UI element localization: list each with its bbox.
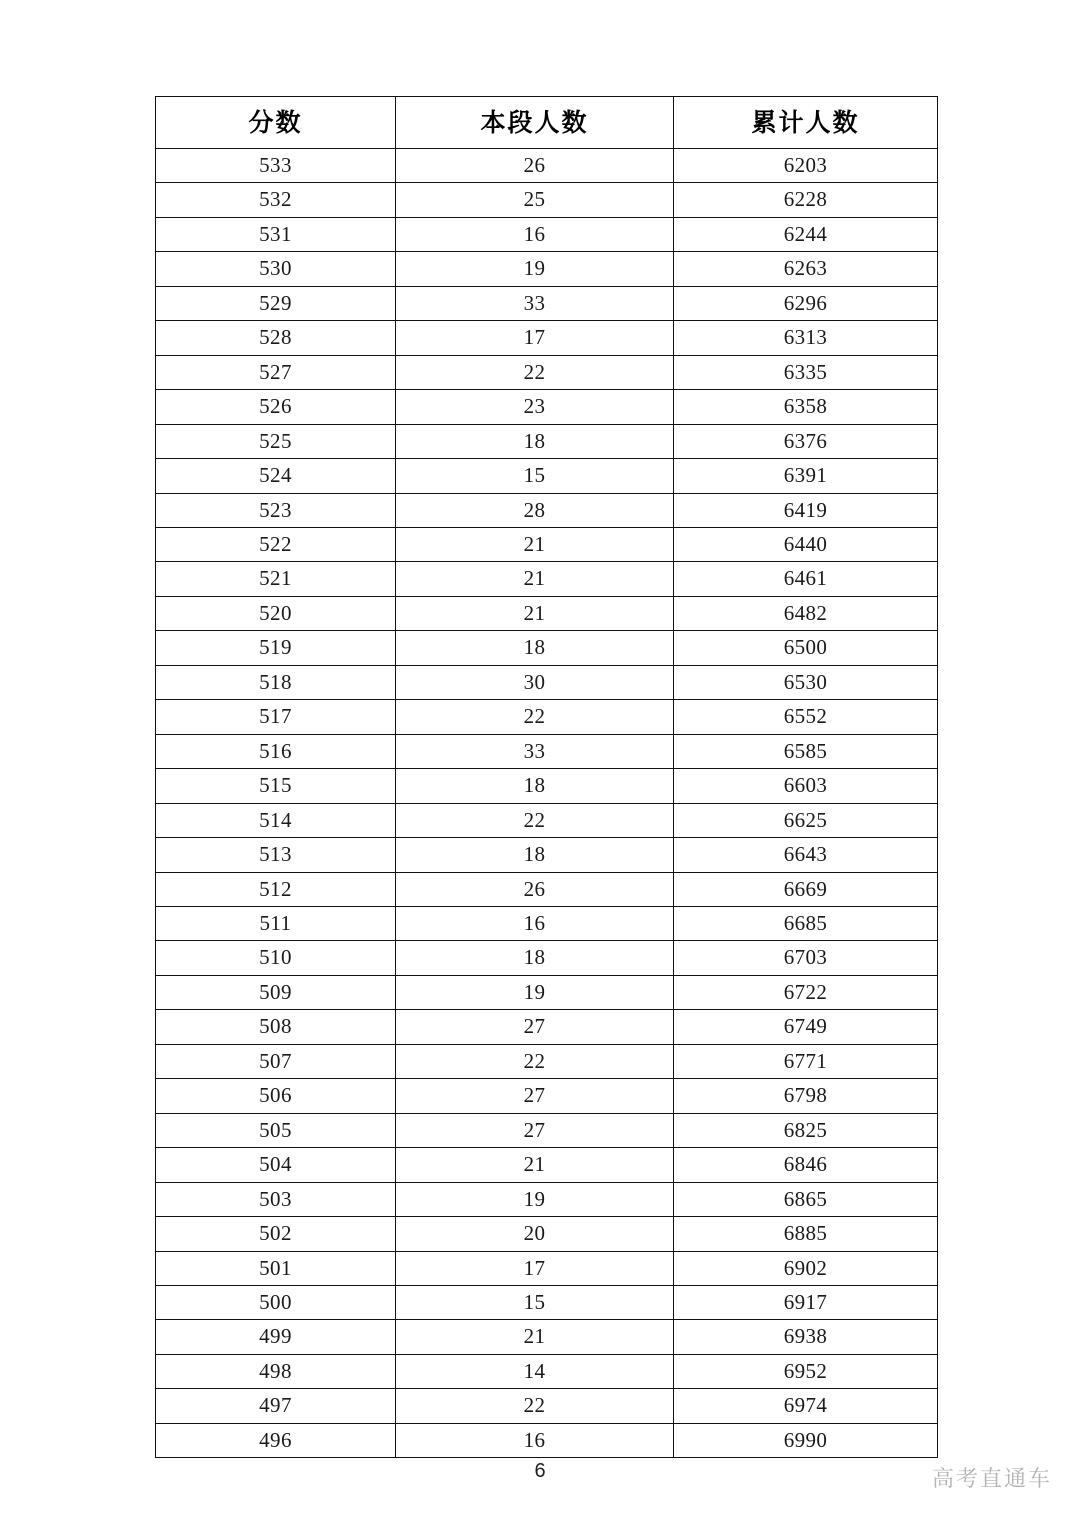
cell-cumulative-count: 6703 (674, 941, 938, 975)
cell-score: 500 (156, 1285, 396, 1319)
cell-cumulative-count: 6749 (674, 1010, 938, 1044)
table-row (156, 1148, 938, 1182)
cell-score: 498 (156, 1354, 396, 1388)
cell-score: 513 (156, 838, 396, 872)
cell-score: 527 (156, 355, 396, 389)
cell-segment-count: 18 (396, 941, 674, 975)
table-row (156, 424, 938, 458)
cell-segment-count: 16 (396, 906, 674, 940)
cell-score: 503 (156, 1182, 396, 1216)
cell-segment-count: 21 (396, 527, 674, 561)
cell-segment-count: 21 (396, 562, 674, 596)
cell-segment-count: 25 (396, 183, 674, 217)
cell-score: 512 (156, 872, 396, 906)
table-row (156, 1389, 938, 1423)
table-header (156, 97, 938, 149)
cell-segment-count: 26 (396, 872, 674, 906)
cell-score: 524 (156, 459, 396, 493)
cell-score: 499 (156, 1320, 396, 1354)
table-row (156, 1010, 938, 1044)
table-body (156, 149, 938, 1458)
table-row (156, 596, 938, 630)
cell-cumulative-count: 6335 (674, 355, 938, 389)
table-row (156, 734, 938, 768)
cell-cumulative-count: 6902 (674, 1251, 938, 1285)
cell-cumulative-count: 6500 (674, 631, 938, 665)
cell-score: 507 (156, 1044, 396, 1078)
cell-cumulative-count: 6461 (674, 562, 938, 596)
cell-segment-count: 20 (396, 1217, 674, 1251)
cell-segment-count: 22 (396, 1044, 674, 1078)
cell-segment-count: 26 (396, 149, 674, 183)
cell-score: 522 (156, 527, 396, 561)
cell-cumulative-count: 6938 (674, 1320, 938, 1354)
cell-score: 519 (156, 631, 396, 665)
table-header-row (156, 97, 938, 149)
cell-segment-count: 27 (396, 1079, 674, 1113)
table-row (156, 700, 938, 734)
cell-cumulative-count: 6917 (674, 1285, 938, 1319)
cell-score: 514 (156, 803, 396, 837)
table-row (156, 355, 938, 389)
cell-segment-count: 33 (396, 734, 674, 768)
cell-segment-count: 19 (396, 975, 674, 1009)
cell-score: 532 (156, 183, 396, 217)
cell-score: 520 (156, 596, 396, 630)
cell-segment-count: 30 (396, 665, 674, 699)
cell-segment-count: 18 (396, 631, 674, 665)
cell-segment-count: 19 (396, 252, 674, 286)
cell-cumulative-count: 6244 (674, 217, 938, 251)
cell-score: 521 (156, 562, 396, 596)
cell-score: 502 (156, 1217, 396, 1251)
cell-cumulative-count: 6990 (674, 1423, 938, 1457)
table-row (156, 149, 938, 183)
cell-cumulative-count: 6313 (674, 321, 938, 355)
cell-cumulative-count: 6825 (674, 1113, 938, 1147)
table-row (156, 1320, 938, 1354)
table-row (156, 803, 938, 837)
table-row (156, 493, 938, 527)
table-row (156, 217, 938, 251)
cell-score: 506 (156, 1079, 396, 1113)
table-row (156, 1113, 938, 1147)
table-row (156, 631, 938, 665)
page-number: 6 (534, 1460, 546, 1482)
column-header-score: 分数 (156, 97, 396, 149)
cell-score: 530 (156, 252, 396, 286)
cell-score: 526 (156, 390, 396, 424)
cell-score: 531 (156, 217, 396, 251)
cell-segment-count: 22 (396, 1389, 674, 1423)
table-row (156, 252, 938, 286)
table-row (156, 1354, 938, 1388)
table-row (156, 872, 938, 906)
table-row (156, 183, 938, 217)
cell-cumulative-count: 6585 (674, 734, 938, 768)
table-row (156, 665, 938, 699)
cell-segment-count: 17 (396, 1251, 674, 1285)
cell-score: 533 (156, 149, 396, 183)
cell-score: 525 (156, 424, 396, 458)
cell-cumulative-count: 6263 (674, 252, 938, 286)
cell-cumulative-count: 6530 (674, 665, 938, 699)
table-row (156, 769, 938, 803)
cell-segment-count: 27 (396, 1010, 674, 1044)
cell-score: 509 (156, 975, 396, 1009)
cell-cumulative-count: 6203 (674, 149, 938, 183)
cell-score: 496 (156, 1423, 396, 1457)
cell-score: 516 (156, 734, 396, 768)
cell-score: 497 (156, 1389, 396, 1423)
cell-cumulative-count: 6482 (674, 596, 938, 630)
cell-segment-count: 17 (396, 321, 674, 355)
table-row (156, 1044, 938, 1078)
cell-segment-count: 22 (396, 803, 674, 837)
cell-segment-count: 15 (396, 459, 674, 493)
table-row (156, 562, 938, 596)
table-row (156, 1182, 938, 1216)
cell-cumulative-count: 6669 (674, 872, 938, 906)
cell-cumulative-count: 6885 (674, 1217, 938, 1251)
cell-score: 518 (156, 665, 396, 699)
cell-score: 510 (156, 941, 396, 975)
cell-cumulative-count: 6685 (674, 906, 938, 940)
column-header-cumulative-count: 累计人数 (674, 97, 938, 149)
cell-cumulative-count: 6722 (674, 975, 938, 1009)
cell-segment-count: 27 (396, 1113, 674, 1147)
cell-segment-count: 15 (396, 1285, 674, 1319)
cell-score: 523 (156, 493, 396, 527)
column-header-segment-count: 本段人数 (396, 97, 674, 149)
table-row (156, 906, 938, 940)
cell-score: 517 (156, 700, 396, 734)
table-row (156, 1251, 938, 1285)
table-row (156, 1079, 938, 1113)
cell-score: 505 (156, 1113, 396, 1147)
cell-segment-count: 18 (396, 424, 674, 458)
cell-score: 508 (156, 1010, 396, 1044)
cell-cumulative-count: 6603 (674, 769, 938, 803)
table-row (156, 1285, 938, 1319)
cell-segment-count: 18 (396, 838, 674, 872)
table-row (156, 1423, 938, 1457)
cell-cumulative-count: 6625 (674, 803, 938, 837)
cell-cumulative-count: 6552 (674, 700, 938, 734)
cell-cumulative-count: 6974 (674, 1389, 938, 1423)
cell-cumulative-count: 6376 (674, 424, 938, 458)
table-row (156, 975, 938, 1009)
table-row (156, 459, 938, 493)
cell-segment-count: 22 (396, 355, 674, 389)
table-row (156, 1217, 938, 1251)
cell-cumulative-count: 6846 (674, 1148, 938, 1182)
cell-segment-count: 33 (396, 286, 674, 320)
cell-segment-count: 16 (396, 1423, 674, 1457)
cell-score: 515 (156, 769, 396, 803)
cell-cumulative-count: 6228 (674, 183, 938, 217)
cell-segment-count: 19 (396, 1182, 674, 1216)
table-row (156, 286, 938, 320)
cell-score: 528 (156, 321, 396, 355)
cell-cumulative-count: 6419 (674, 493, 938, 527)
cell-segment-count: 22 (396, 700, 674, 734)
cell-cumulative-count: 6952 (674, 1354, 938, 1388)
cell-cumulative-count: 6643 (674, 838, 938, 872)
cell-cumulative-count: 6771 (674, 1044, 938, 1078)
cell-segment-count: 21 (396, 1320, 674, 1354)
score-distribution-table (155, 96, 938, 1458)
cell-cumulative-count: 6798 (674, 1079, 938, 1113)
cell-segment-count: 16 (396, 217, 674, 251)
table-row (156, 838, 938, 872)
table-row (156, 527, 938, 561)
cell-cumulative-count: 6865 (674, 1182, 938, 1216)
watermark: 高考直通车 (931, 1467, 1052, 1492)
cell-segment-count: 28 (396, 493, 674, 527)
table-row (156, 390, 938, 424)
cell-score: 529 (156, 286, 396, 320)
cell-score: 511 (156, 906, 396, 940)
table-row (156, 321, 938, 355)
cell-cumulative-count: 6440 (674, 527, 938, 561)
cell-cumulative-count: 6391 (674, 459, 938, 493)
cell-segment-count: 18 (396, 769, 674, 803)
table-row (156, 941, 938, 975)
cell-score: 504 (156, 1148, 396, 1182)
cell-cumulative-count: 6296 (674, 286, 938, 320)
cell-segment-count: 21 (396, 1148, 674, 1182)
cell-score: 501 (156, 1251, 396, 1285)
cell-segment-count: 14 (396, 1354, 674, 1388)
cell-segment-count: 23 (396, 390, 674, 424)
cell-segment-count: 21 (396, 596, 674, 630)
cell-cumulative-count: 6358 (674, 390, 938, 424)
